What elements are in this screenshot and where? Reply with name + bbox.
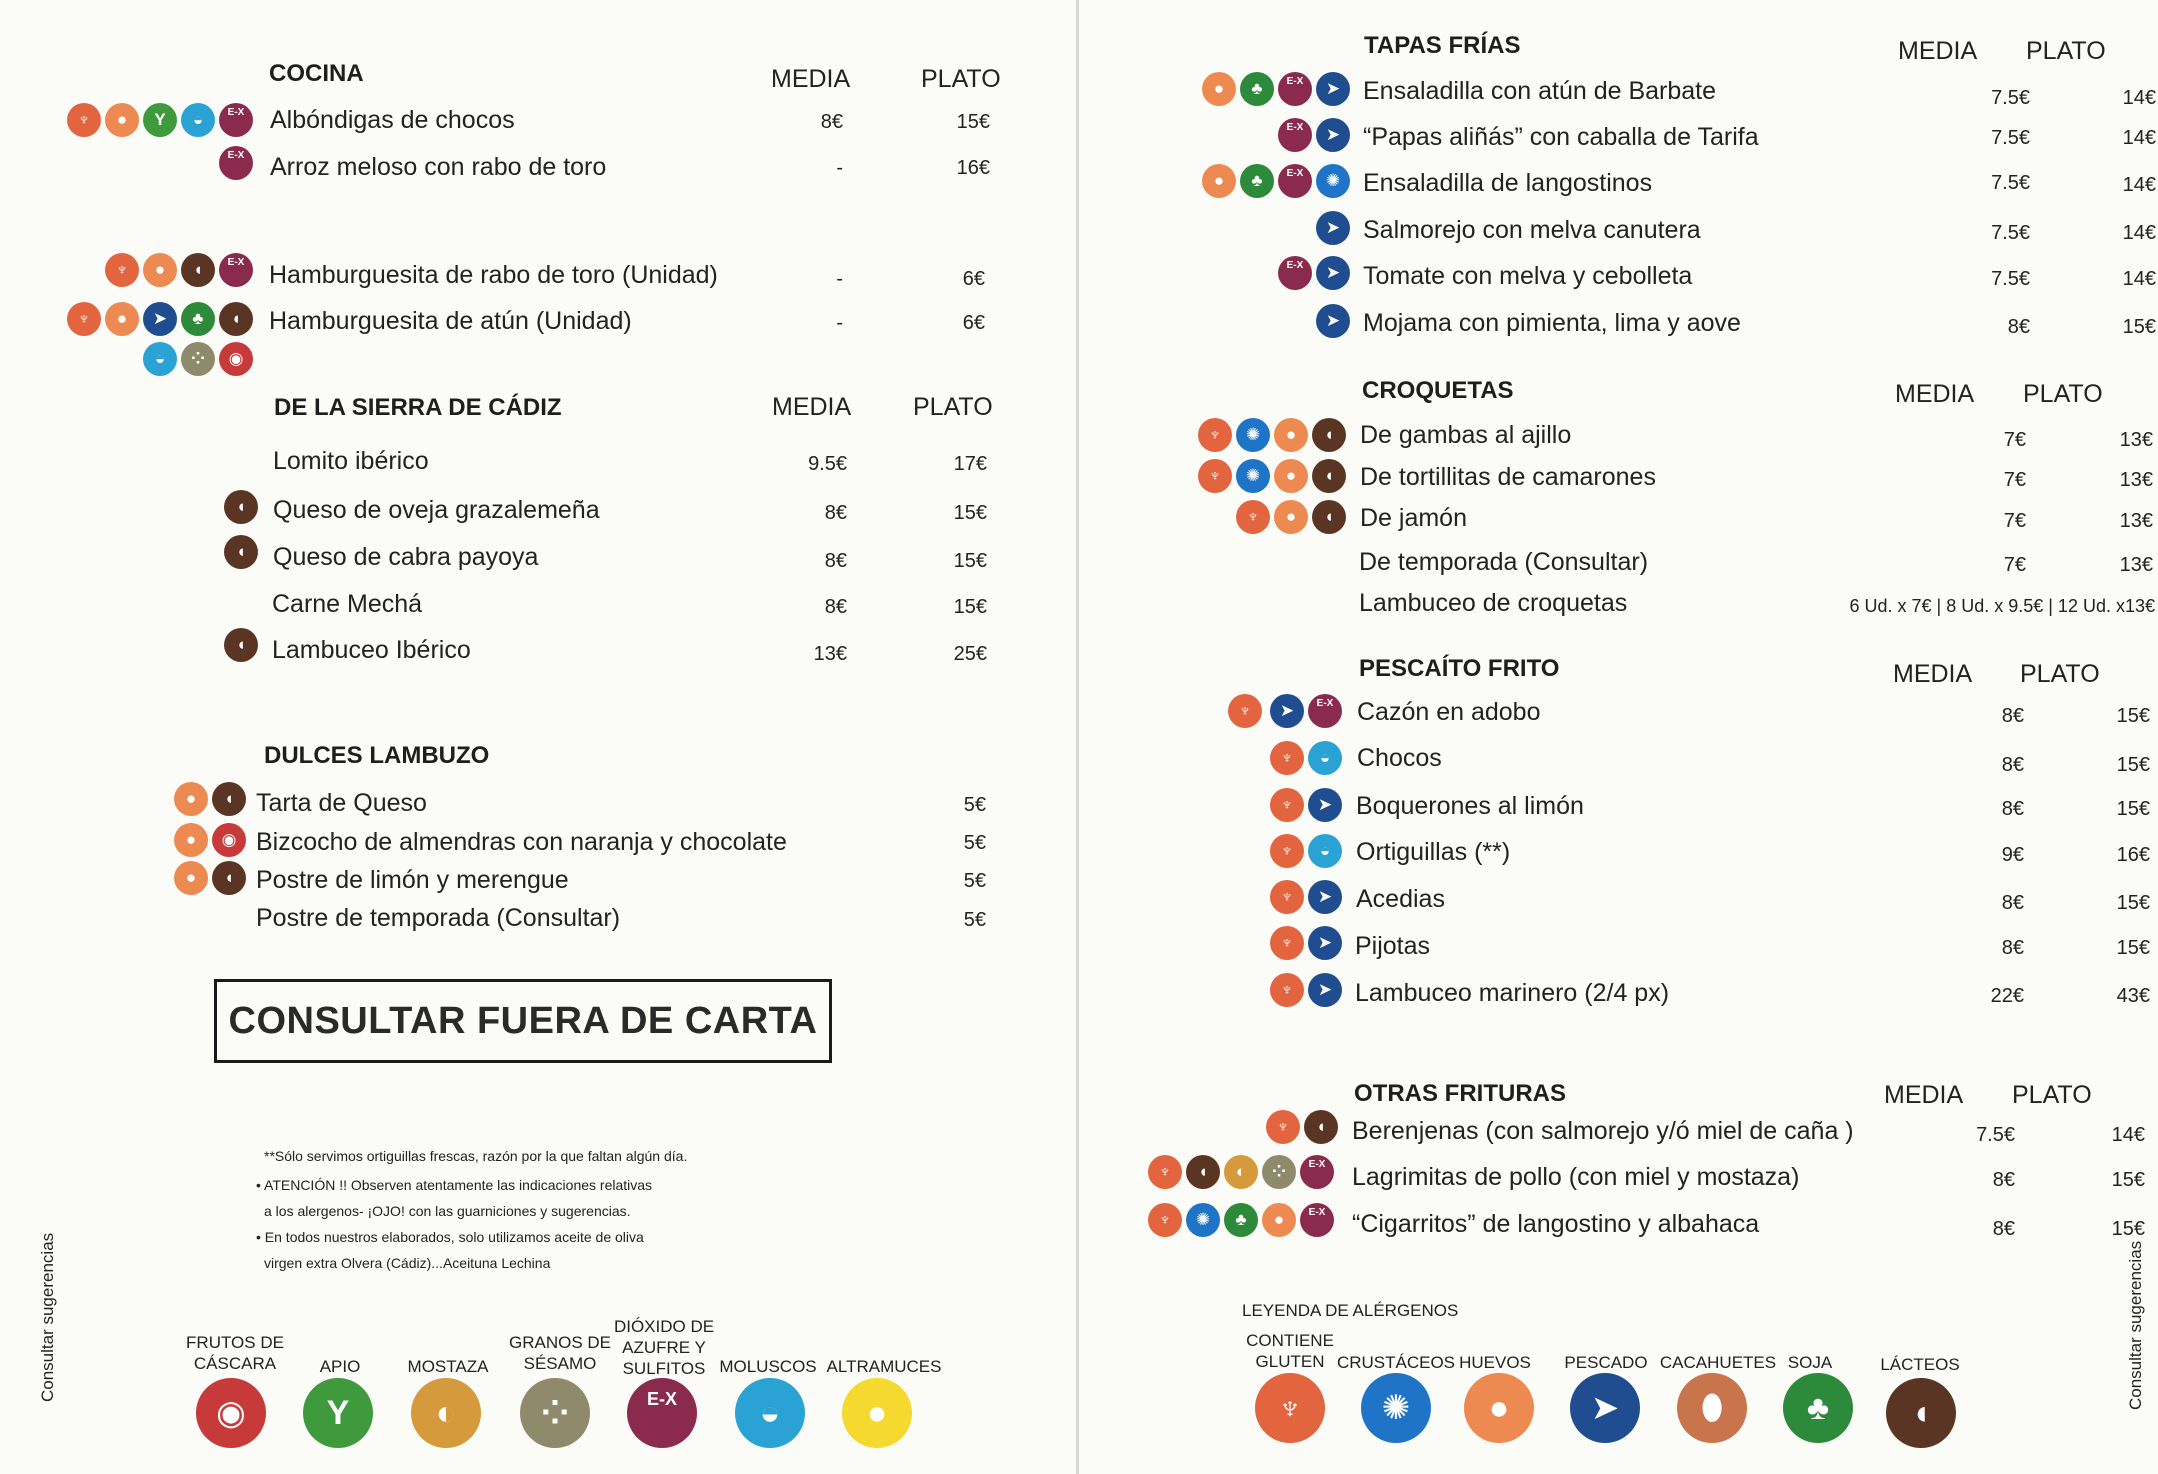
gluten-icon: ♆ <box>1148 1203 1182 1237</box>
item-media: 7.5€ <box>1976 1124 2015 1146</box>
item-name: De jamón <box>1360 504 1467 532</box>
item-plato: 15€ <box>2116 705 2150 727</box>
legend-label: APIO <box>319 1357 361 1376</box>
gluten-icon: ♆ <box>1198 418 1232 452</box>
item-name: Chocos <box>1357 744 1442 772</box>
gluten-icon: ♆ <box>105 253 139 287</box>
item-plato: 5€ <box>963 832 986 854</box>
altramuces-icon: ● <box>842 1378 912 1448</box>
item-media: 8€ <box>1992 1218 2015 1240</box>
sulfitos-icon: E-X <box>1278 164 1312 198</box>
legend-label: HUEVOS <box>1459 1353 1531 1372</box>
col-plato: PLATO <box>913 393 993 421</box>
cacahuetes-icon: ⬮ <box>1677 1373 1747 1443</box>
soja-icon: ♣ <box>1224 1203 1258 1237</box>
item-plato: 15€ <box>953 550 987 572</box>
item-media: 8€ <box>820 111 843 133</box>
item-name: “Papas aliñás” con caballa de Tarifa <box>1363 123 1759 151</box>
gluten-icon: ♆ <box>1270 973 1304 1007</box>
item-plato: 16€ <box>2116 844 2150 866</box>
item-media: 8€ <box>824 596 847 618</box>
item-plato: 5€ <box>963 794 986 816</box>
sulfitos-icon: E-X <box>1278 118 1312 152</box>
gluten-icon: ♆ <box>1255 1373 1325 1443</box>
moluscos-icon: ◒ <box>181 103 215 137</box>
gluten-icon: ♆ <box>1270 834 1304 868</box>
sulfitos-icon: E-X <box>1300 1203 1334 1237</box>
sulfitos-icon: E-X <box>219 103 253 137</box>
item-name: Lomito ibérico <box>273 447 429 475</box>
lacteos-icon: ◖ <box>181 253 215 287</box>
item-media: 8€ <box>2001 754 2024 776</box>
item-name: Pijotas <box>1355 932 1431 960</box>
apio-icon: Y <box>143 103 177 137</box>
huevos-icon: ● <box>1262 1203 1296 1237</box>
item-media: 7€ <box>2003 429 2026 451</box>
crustaceos-icon: ✺ <box>1316 164 1350 198</box>
col-plato: PLATO <box>2023 380 2103 408</box>
mostaza-icon: ◐ <box>411 1378 481 1448</box>
legend-label: CACAHUETES <box>1659 1353 1777 1372</box>
item-media: 7€ <box>2003 554 2026 576</box>
item-name: Queso de oveja grazalemeña <box>273 496 600 524</box>
pescado-icon: ➤ <box>143 302 177 336</box>
item-media: 8€ <box>2001 705 2024 727</box>
gluten-icon: ♆ <box>1148 1155 1182 1189</box>
huevos-icon: ● <box>174 861 208 895</box>
frutos-icon: ◉ <box>212 823 246 857</box>
pescado-icon: ➤ <box>1308 880 1342 914</box>
item-name: Ensaladilla con atún de Barbate <box>1363 77 1717 105</box>
col-media: MEDIA <box>772 393 852 421</box>
lacteos-icon: ◖ <box>1886 1378 1956 1448</box>
item-name: Postre de limón y merengue <box>256 866 569 894</box>
item-plato: 15€ <box>953 502 987 524</box>
item-plato: 16€ <box>956 157 990 179</box>
pescado-icon: ➤ <box>1270 694 1304 728</box>
col-media: MEDIA <box>1898 37 1978 65</box>
fuera-de-carta-banner: CONSULTAR FUERA DE CARTA <box>214 979 832 1063</box>
gluten-icon: ♆ <box>1270 926 1304 960</box>
huevos-icon: ● <box>1202 164 1236 198</box>
col-plato: PLATO <box>921 65 1001 93</box>
lacteos-icon: ◖ <box>1312 418 1346 452</box>
gluten-icon: ♆ <box>1198 459 1232 493</box>
huevos-icon: ● <box>1464 1373 1534 1443</box>
col-plato: PLATO <box>2026 37 2106 65</box>
lacteos-icon: ◖ <box>1304 1110 1338 1144</box>
moluscos-icon: ◒ <box>143 342 177 376</box>
item-plato: 15€ <box>2116 798 2150 820</box>
item-plato: 5€ <box>963 870 986 892</box>
item-media: 7.5€ <box>1991 172 2030 194</box>
item-media: 9€ <box>2001 844 2024 866</box>
item-plato: 14€ <box>2122 268 2156 290</box>
crustaceos-icon: ✺ <box>1236 459 1270 493</box>
sesamo-icon: ⁘ <box>181 342 215 376</box>
legend-label: MOLUSCOS <box>719 1357 817 1376</box>
item-plato: 15€ <box>956 111 990 133</box>
item-plato: 6€ <box>962 312 985 334</box>
huevos-icon: ● <box>1274 418 1308 452</box>
item-plato: 5€ <box>963 909 986 931</box>
section-title-sierra: DE LA SIERRA DE CÁDIZ <box>274 394 562 421</box>
huevos-icon: ● <box>143 253 177 287</box>
lacteos-icon: ◖ <box>1186 1155 1220 1189</box>
item-plato: 14€ <box>2122 174 2156 196</box>
legend-title: LEYENDA DE ALÉRGENOS <box>1242 1301 1459 1320</box>
section-title-cocina: COCINA <box>269 60 364 87</box>
frutos-icon: ◉ <box>219 342 253 376</box>
huevos-icon: ● <box>174 782 208 816</box>
item-plato: 14€ <box>2122 222 2156 244</box>
lacteos-icon: ◖ <box>1312 459 1346 493</box>
gluten-icon: ♆ <box>1266 1110 1300 1144</box>
item-name: Hamburguesita de rabo de toro (Unidad) <box>269 261 718 289</box>
pescado-icon: ➤ <box>1570 1373 1640 1443</box>
item-name: Tomate con melva y cebolleta <box>1363 262 1693 290</box>
item-media: 8€ <box>824 550 847 572</box>
item-name: Arroz meloso con rabo de toro <box>270 153 607 181</box>
item-name: Postre de temporada (Consultar) <box>256 904 621 932</box>
pescado-icon: ➤ <box>1308 788 1342 822</box>
item-plato: 14€ <box>2122 87 2156 109</box>
crustaceos-icon: ✺ <box>1236 418 1270 452</box>
side-note: Consultar sugerencias <box>2126 1240 2145 1410</box>
gluten-icon: ♆ <box>67 302 101 336</box>
item-media: 8€ <box>824 502 847 524</box>
croquetas-combo-prices: 6 Ud. x 7€ | 8 Ud. x 9.5€ | 12 Ud. x13€ <box>1849 596 2155 616</box>
note-line: **Sólo servimos ortiguillas frescas, razón por la que faltan algún día. <box>264 1148 688 1164</box>
sulfitos-icon: E-X <box>219 146 253 180</box>
item-media: 22€ <box>1990 985 2024 1007</box>
sulfitos-icon: E-X <box>1308 694 1342 728</box>
lacteos-icon: ◖ <box>224 490 258 524</box>
mostaza-icon: ◐ <box>1224 1155 1258 1189</box>
col-media: MEDIA <box>1884 1081 1964 1109</box>
legend-label: LÁCTEOS <box>1880 1355 1960 1374</box>
sesamo-icon: ⁘ <box>1262 1155 1296 1189</box>
item-media: 7€ <box>2003 469 2026 491</box>
col-media: MEDIA <box>1895 380 1975 408</box>
gluten-icon: ♆ <box>1228 694 1262 728</box>
item-plato: 25€ <box>953 643 987 665</box>
item-name: Queso de cabra payoya <box>273 543 539 571</box>
item-plato: 6€ <box>962 268 985 290</box>
item-name: Ortiguillas (**) <box>1356 838 1511 866</box>
note-line: • En todos nuestros elaborados, solo utilizamos aceite de oliva <box>256 1229 644 1245</box>
item-media: 8€ <box>2001 798 2024 820</box>
pescado-icon: ➤ <box>1316 72 1350 106</box>
item-name: Bizcocho de almendras con naranja y chocolate <box>256 828 787 856</box>
note-line: virgen extra Olvera (Cádiz)...Aceituna Lechina <box>264 1255 551 1271</box>
item-media: - <box>836 312 843 334</box>
item-plato: 17€ <box>953 453 987 475</box>
item-name: Salmorejo con melva canutera <box>1363 216 1701 244</box>
item-media: 8€ <box>2001 937 2024 959</box>
col-media: MEDIA <box>771 65 851 93</box>
item-name: Albóndigas de chocos <box>270 106 515 134</box>
item-media: 8€ <box>2001 892 2024 914</box>
item-name: De tortillitas de camarones <box>1360 463 1656 491</box>
item-name: Acedias <box>1356 885 1445 913</box>
item-name: Lagrimitas de pollo (con miel y mostaza) <box>1352 1163 1800 1191</box>
lacteos-icon: ◖ <box>224 628 258 662</box>
item-name: Lambuceo Ibérico <box>272 636 471 664</box>
legend-label: GRANOS DE SÉSAMO <box>508 1333 612 1373</box>
item-plato: 13€ <box>2119 429 2153 451</box>
item-plato: 15€ <box>2111 1169 2145 1191</box>
pescado-icon: ➤ <box>1316 304 1350 338</box>
item-media: - <box>836 268 843 290</box>
side-note: Consultar sugerencias <box>38 1232 57 1402</box>
item-plato: 15€ <box>2122 316 2156 338</box>
soja-icon: ♣ <box>1783 1373 1853 1443</box>
item-plato: 14€ <box>2122 127 2156 149</box>
section-title-croquetas: CROQUETAS <box>1362 377 1514 404</box>
gluten-icon: ♆ <box>1270 741 1304 775</box>
item-media: 8€ <box>1992 1169 2015 1191</box>
soja-icon: ♣ <box>1240 164 1274 198</box>
lacteos-icon: ◖ <box>212 861 246 895</box>
apio-icon: Y <box>303 1378 373 1448</box>
pescado-icon: ➤ <box>1316 256 1350 290</box>
legend-label: SOJA <box>1787 1353 1833 1372</box>
sulfitos-icon: E-X <box>627 1378 697 1448</box>
crustaceos-icon: ✺ <box>1361 1373 1431 1443</box>
huevos-icon: ● <box>105 302 139 336</box>
soja-icon: ♣ <box>1240 72 1274 106</box>
pescado-icon: ➤ <box>1308 973 1342 1007</box>
col-plato: PLATO <box>2020 660 2100 688</box>
item-name: Tarta de Queso <box>256 789 427 817</box>
pescado-icon: ➤ <box>1316 211 1350 245</box>
legend-label: MOSTAZA <box>407 1357 489 1376</box>
legend-label: DIÓXIDO DE AZUFRE Y SULFITOS <box>613 1317 715 1378</box>
lacteos-icon: ◖ <box>219 302 253 336</box>
sulfitos-icon: E-X <box>219 253 253 287</box>
soja-icon: ♣ <box>181 302 215 336</box>
huevos-icon: ● <box>1202 72 1236 106</box>
item-media: 7.5€ <box>1991 127 2030 149</box>
sulfitos-icon: E-X <box>1278 256 1312 290</box>
item-plato: 13€ <box>2119 510 2153 532</box>
lacteos-icon: ◖ <box>1312 500 1346 534</box>
item-plato: 14€ <box>2111 1124 2145 1146</box>
huevos-icon: ● <box>1274 459 1308 493</box>
item-plato: 15€ <box>2116 892 2150 914</box>
page-fold <box>1076 0 1079 1474</box>
item-media: 7.5€ <box>1991 87 2030 109</box>
right-page <box>1080 0 2158 1474</box>
sulfitos-icon: E-X <box>1278 72 1312 106</box>
item-name: De temporada (Consultar) <box>1359 548 1649 576</box>
gluten-icon: ♆ <box>67 103 101 137</box>
crustaceos-icon: ✺ <box>1186 1203 1220 1237</box>
section-title-otras: OTRAS FRITURAS <box>1354 1080 1566 1107</box>
item-media: - <box>836 157 843 179</box>
moluscos-icon: ◒ <box>735 1378 805 1448</box>
item-plato: 13€ <box>2119 554 2153 576</box>
moluscos-icon: ◒ <box>1308 834 1342 868</box>
pescado-icon: ➤ <box>1316 118 1350 152</box>
col-media: MEDIA <box>1893 660 1973 688</box>
sulfitos-icon: E-X <box>1300 1155 1334 1189</box>
legend-label: FRUTOS DE CÁSCARA <box>186 1333 284 1373</box>
col-plato: PLATO <box>2012 1081 2092 1109</box>
frutos-icon: ◉ <box>196 1378 266 1448</box>
item-media: 7.5€ <box>1991 268 2030 290</box>
item-media: 7.5€ <box>1991 222 2030 244</box>
huevos-icon: ● <box>1274 500 1308 534</box>
section-title-tapas: TAPAS FRÍAS <box>1364 32 1521 59</box>
item-plato: 15€ <box>2111 1218 2145 1240</box>
item-plato: 15€ <box>2116 754 2150 776</box>
item-name: Lambuceo marinero (2/4 px) <box>1355 979 1670 1007</box>
lacteos-icon: ◖ <box>224 535 258 569</box>
legend-label: CONTIENE GLUTEN <box>1246 1331 1334 1371</box>
gluten-icon: ♆ <box>1270 880 1304 914</box>
section-title-dulces: DULCES LAMBUZO <box>264 742 490 769</box>
huevos-icon: ● <box>174 823 208 857</box>
moluscos-icon: ◒ <box>1308 741 1342 775</box>
item-media: 9.5€ <box>808 453 847 475</box>
left-page <box>0 0 1076 1474</box>
item-name: De gambas al ajillo <box>1360 421 1572 449</box>
item-plato: 15€ <box>2116 937 2150 959</box>
gluten-icon: ♆ <box>1236 500 1270 534</box>
sesamo-icon: ⁘ <box>520 1378 590 1448</box>
item-name: Ensaladilla de langostinos <box>1363 169 1653 197</box>
item-plato: 13€ <box>2119 469 2153 491</box>
lacteos-icon: ◖ <box>212 782 246 816</box>
legend-label: ALTRAMUCES <box>826 1357 942 1376</box>
item-plato: 15€ <box>953 596 987 618</box>
item-name: Cazón en adobo <box>1357 698 1541 726</box>
pescado-icon: ➤ <box>1308 926 1342 960</box>
item-name: Lambuceo de croquetas <box>1359 589 1628 617</box>
section-title-pescaito: PESCAÍTO FRITO <box>1359 655 1560 682</box>
item-plato: 43€ <box>2116 985 2150 1007</box>
legend-label: CRUSTÁCEOS <box>1336 1353 1456 1372</box>
gluten-icon: ♆ <box>1270 788 1304 822</box>
item-name: Mojama con pimienta, lima y aove <box>1363 309 1741 337</box>
note-line: • ATENCIÓN !! Observen atentamente las indicaciones relativas <box>256 1177 653 1193</box>
item-media: 7€ <box>2003 510 2026 532</box>
item-name: “Cigarritos” de langostino y albahaca <box>1352 1210 1760 1238</box>
huevos-icon: ● <box>105 103 139 137</box>
item-name: Berenjenas (con salmorejo y/ó miel de caña ) <box>1352 1117 1854 1145</box>
note-line: a los alergenos- ¡OJO! con las guarniciones y sugerencias. <box>264 1203 631 1219</box>
item-media: 13€ <box>813 643 847 665</box>
item-name: Boquerones al limón <box>1356 792 1584 820</box>
item-name: Carne Mechá <box>272 590 423 618</box>
item-name: Hamburguesita de atún (Unidad) <box>269 307 632 335</box>
legend-label: PESCADO <box>1564 1353 1648 1372</box>
item-media: 8€ <box>2007 316 2030 338</box>
